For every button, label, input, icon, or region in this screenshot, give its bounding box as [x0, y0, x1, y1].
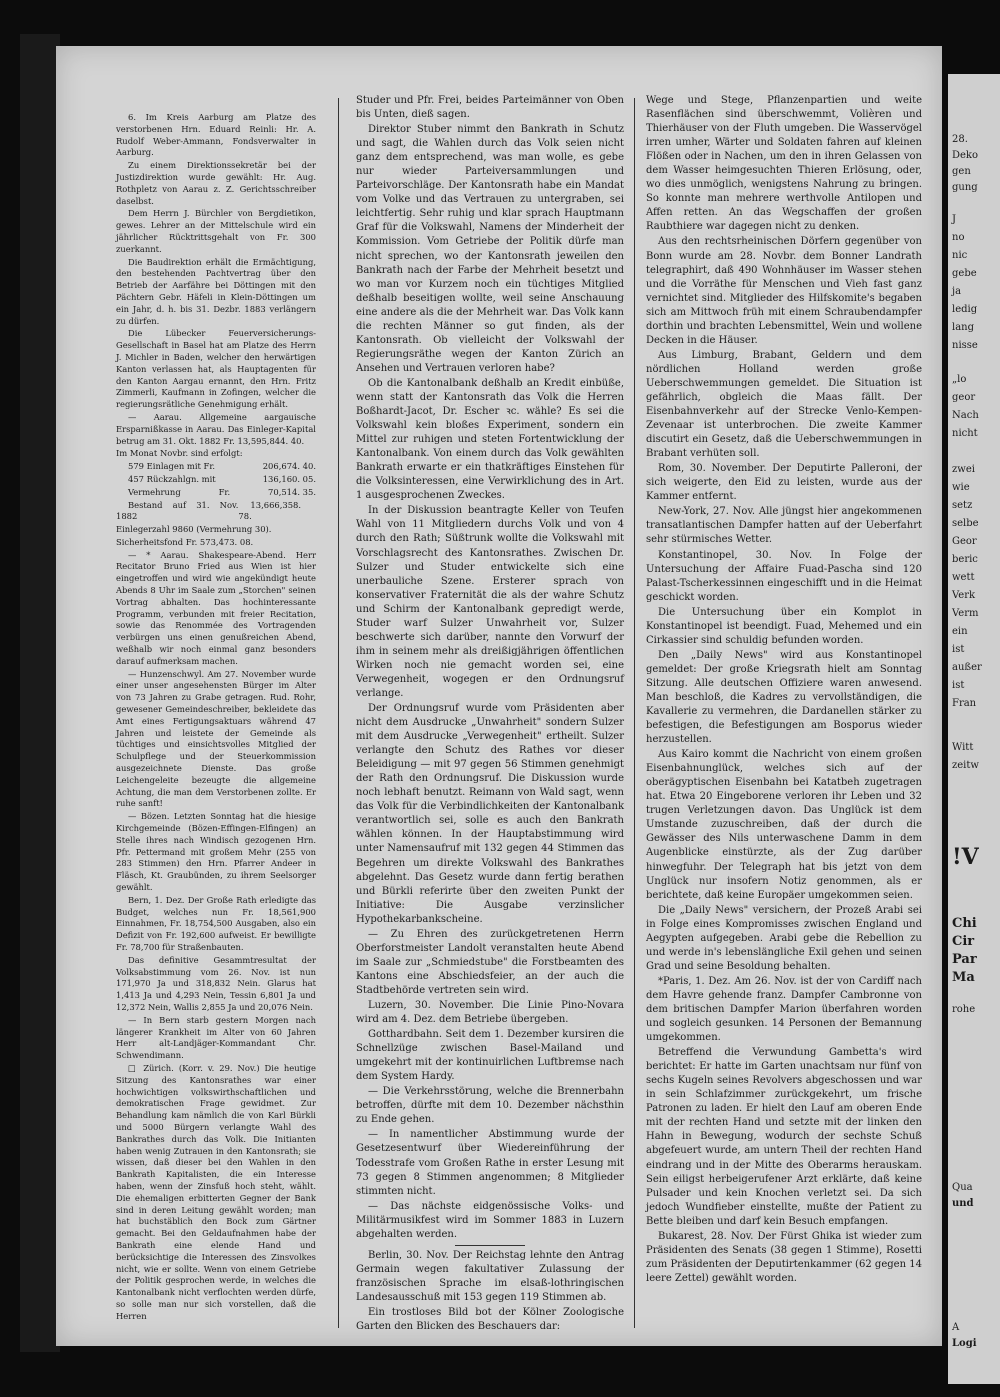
article-paragraph: — Das nächste eidgenössische Volks- und Militärmusikfest wird im Sommer 1883 in Luzern abgehalten werden. [356, 1200, 624, 1240]
fragment-text: nicht [952, 428, 978, 439]
article-paragraph: — Hunzenschwyl. Am 27. November wurde einer unser angesehensten Bürger im Alter von 73 Jahren zu Grabe getragen. Rud. Rohr, gewesener Gemeindeschreiber, bekleidete das Amt eines Fertigungsaktuars während 47 Jahren und leistete der Gemeinde als tüchtiges und einsichtsvolles Mitglied der Schulpflege und der Steuerkommission ausgezeichnete Dienste. Das große Leichengeleite bezeugte die allgemeine Achtung, die man dem Verstorbenen zollte. Er ruhe sanft! [116, 668, 316, 809]
fragment-text: außer [952, 662, 982, 673]
newspaper-page [56, 46, 942, 1346]
table-value: 70,514. 35. [268, 486, 316, 497]
article-paragraph: — Die Verkehrsstörung, welche die Brennerbahn betroffen, dürfte mit dem 10. Dezember nächsthin zu Ende gehen. [356, 1086, 624, 1126]
fragment-text: Ma [952, 970, 975, 985]
savings-table-row [116, 461, 316, 473]
fragment-text: Chi [952, 916, 977, 931]
article-paragraph: Wege und Stege, Pflanzenpartien und weite Rasenflächen sind überschwemmt, Volièren und Thierhäuser von der Fluth umgeben. Die Wasservögel irren umher, Wärter und Soldaten fahren auf kleinen Flößen oder in Nachen, um den in ihren Gelassen von dem Wasser heimgesuchten Thieren Erlösung, oder, wo dies unmöglich, wenigstens Nahrung zu bringen. So konnte man mehrere werthvolle Antilopen und Affen retten. An das Wegschaffen der großen Raubthiere war dagegen nicht zu denken. [646, 95, 922, 233]
article-paragraph: — In namentlicher Abstimmung wurde der Gesetzesentwurf über Wiedereinführung der Todesstrafe vom Großen Rathe in erster Lesung mit 73 gegen 8 Stimmen angenommen; 8 Mitglieder stimmten nicht. [356, 1129, 624, 1197]
article-paragraph: Aus Kairo kommt die Nachricht von einem großen Eisenbahnunglück, welches sich auf der oberägyptischen Eisenbahn bei Katatbeh zugetragen hat. Etwa 20 Eingeborene verloren ihr Leben und 32 trugen Verletzungen davon. Das Unglück ist dem Umstande zuzuschreiben, daß der durch die Gewässer des Nils unterwaschene Damm in dem Augenblicke einstürzte, als der Zug darüber hinwegfuhr. Der Telegraph hat bis jetzt von dem Unglück nur insofern Notiz genommen, als er berichtete, daß keine Europäer umgekommen seien. [646, 749, 922, 901]
fragment-text: Witt [952, 742, 974, 753]
table-label: 579 Einlagen mit Fr. [128, 461, 216, 472]
fragment-text: Qua [952, 1182, 973, 1193]
article-paragraph: Dem Herrn J. Bürchler von Bergdietikon, gewes. Lehrer an der Mittelschule wird ein jährlicher Rücktrittsgehalt von Fr. 300 zuerkannt. [116, 208, 316, 254]
fragment-text: Fran [952, 698, 977, 709]
table-label: Vermehrung [128, 486, 181, 497]
article-paragraph: Gotthardbahn. Seit dem 1. Dezember kursiren die Schnellzüge zwischen Basel-Mailand und umgekehrt mit der kontinuirlichen Luftbremse nach dem System Hardy. [356, 1029, 624, 1083]
article-paragraph: Die „Daily News" versichern, der Prozeß Arabi sei in Folge eines Kompromisses zwischen England und Aegypten aufgegeben. Arabi gebe die Rebellion zu und werde in's lebenslängliche Exil gehen und seinen Grad und seine Besoldung behalten. [646, 904, 922, 972]
article-paragraph: — Bözen. Letzten Sonntag hat die hiesige Kirchgemeinde (Bözen-Effingen-Elfingen) an Stelle ihres nach Windisch gezogenen Hrn. Pfr. Pettermand mit großem Mehr (255 von 283 Stimmen) den Hrn. Pfarrer Andeer in Fläsch, Kt. Graubünden, zu ihrem Seelsorger gewählt. [116, 811, 316, 892]
adjacent-page-fragment [948, 74, 1000, 1384]
article-paragraph: Sicherheitsfond Fr. 573,473. 08. [116, 536, 254, 547]
fragment-text: Verm [952, 608, 979, 619]
article-paragraph: Ob die Kantonalbank deßhalb an Kredit einbüße, wenn statt der Kantonsrath das Volk die Herren Boßhardt-Jacot, Dr. Escher ꝛc. wähle? Es sei die Volkswahl kein bloßes Experiment, sondern ein Mittel zur ruhigen und steten Fortentwicklung der Kantonalbank. Von einem durch das Volk gewählten Bankrath erwarte er ein thatkräftiges Einstehen für die Volksinteressen, eine Verwirklichung des in Art. 1 ausgesprochenen Zweckes. [356, 377, 624, 502]
fragment-text: gebe [952, 268, 977, 279]
article-paragraph: Studer und Pfr. Frei, beides Parteimänner von Oben bis Unten, dieß sagen. [356, 95, 624, 121]
savings-table-row [116, 487, 316, 499]
fragment-text: selbe [952, 518, 979, 529]
article-paragraph: — Zu Ehren des zurückgetretenen Herrn Oberforstmeister Landolt veranstalten heute Abend im Saale zur „Schmiedstube" die Forstbeamten des Kantons eine Abschiedsfeier, an der auch die Stadtbehörde vertreten sein wird. [356, 928, 624, 996]
column-1 [116, 112, 316, 1323]
table-label: 457 Rückzahlgn. mit [128, 473, 216, 484]
article-paragraph: Einlegerzahl 9860 (Vermehrung 30). [116, 524, 272, 535]
article-paragraph: — Aarau. Allgemeine aargauische Ersparnißkasse in Aarau. Das Einleger-Kapital betrug am 31. Okt. 1882 Fr. 13,595,844. 40. [116, 411, 316, 446]
fragment-text: „lo [952, 374, 967, 385]
fragment-text: Verk [952, 590, 976, 601]
fragment-text: Geor [952, 536, 977, 547]
fragment-text: nic [952, 250, 968, 261]
article-paragraph: Der Ordnungsruf wurde vom Präsidenten aber nicht dem Ausdrucke „Unwahrheit" sondern Sulzer mit dem Ausdrucke „Verwegenheit" ertheilt. Sulzer verlangte den Schutz des Rathes vor dieser Beleidigung — mit 97 gegen 56 Stimmen genehmigt der Rath den Ordnungsruf. Die Diskussion wurde noch lebhaft benutzt. Reimann von Wald sagt, wenn das Volk für die Verbindlichkeiten der Kantonalbank verantwortlich sei, solle es auch den Bankrath wählen können. In der Hauptabstimmung wird unter Namensaufruf mit 132 gegen 44 Stimmen das Begehren um direkte Volkswahl des Bankrathes abgelehnt. Das Gesetz wurde dann fertig berathen und Bürkli referirte über den zweiten Punkt der Initiative: Die Ausgabe verzinslicher Hypothekarbankscheine. [356, 703, 624, 925]
section-divider [455, 1245, 525, 1246]
fragment-text: !V [952, 844, 979, 870]
article-paragraph: In der Diskussion beantragte Keller von Teufen Wahl von 11 Mitgliedern durchs Volk und von 4 durch den Rath; Süßtrunk wollte die Volkswahl mit Vorschlagsrecht des Kantonsrathes. Zwischen Dr. Sulzer und Studer entwickelte sich eine unerbauliche Szene. Ersterer sprach von konservativer Fraternität die als der wahre Schutz und Schirm der Kantonalbank gepredigt werde, Studer warf Sulzer Unwahrheit vor, Sulzer beschwerte sich darüber, nannte den Vorwurf der ihm in seinem mehr als dreißigjährigen öffentlichen Wirken noch nie gemacht worden sei, eine Verwegenheit, wogegen er den Ordnungsruf verlange. [356, 505, 624, 699]
fragment-text: rohe [952, 1004, 976, 1015]
fragment-text: ja [952, 286, 962, 297]
article-paragraph: Bukarest, 28. Nov. Der Fürst Ghika ist wieder zum Präsidenten des Senats (38 gegen 1 Stimme), Rosetti zum Präsidenten der Deputirtenkammer (62 gegen 14 leere Zettel) gewählt worden. [646, 1230, 922, 1284]
table-label: Bestand auf 31. Nov. 1882 [116, 499, 239, 522]
fragment-text: beric [952, 554, 978, 565]
article-paragraph: Aus den rechtsrheinischen Dörfern gegenüber von Bonn wurde am 28. Novbr. dem Bonner Landrath telegraphirt, daß 490 Wohnhäuser im Wasser stehen und die Vorräthe für Menschen und Vieh fast ganz vernichtet sind. Mitglieder des Hilfskomite's begaben sich am Mittwoch früh mit einem Schraubendampfer dorthin und brachten Lebensmittel, Wein und wollene Decken in die Häuser. [646, 236, 922, 346]
fragment-text: A [952, 1322, 960, 1333]
fragment-text: nisse [952, 340, 978, 351]
column-rule [338, 98, 339, 1328]
fragment-text: ledig [952, 304, 978, 315]
article-paragraph: Die Lübecker Feuerversicherungs-Gesellschaft in Basel hat am Platze des Herrn J. Michler in Baden, welcher den herwärtigen Kanton verlassen hat, als Hauptagenten für den Kanton Aargau ernannt, den Hrn. Fritz Zimmerli, Kaufmann in Zofingen, welcher die regierungsrätliche Genehmigung erhält. [116, 328, 316, 410]
column-3 [646, 94, 922, 1287]
fragment-text: wett [952, 572, 975, 583]
fragment-text: no [952, 232, 965, 243]
table-value: 136,160. 05. [262, 473, 316, 484]
article-paragraph: Konstantinopel, 30. Nov. In Folge der Untersuchung der Affaire Fuad-Pascha sind 120 Palast-Tscherkessinnen eingeschifft und in die Heimat geschickt worden. [646, 549, 922, 603]
fragment-text: Deko [952, 150, 979, 161]
article-paragraph: New-York, 27. Nov. Alle jüngst hier angekommenen transatlantischen Dampfer hatten auf der Ueberfahrt sehr stürmisches Wetter. [646, 506, 922, 546]
article-paragraph: Zu einem Direktionssekretär bei der Justizdirektion wurde gewählt: Hr. Aug. Rothpletz von Aarau z. Z. Gerichtsschreiber daselbst. [116, 160, 316, 206]
fragment-text: zeitw [952, 760, 979, 771]
fragment-text: Par [952, 952, 977, 967]
article-paragraph: — In Bern starb gestern Morgen nach längerer Krankheit im Alter von 60 Jahren Herr alt-Landjäger-Kommandant Chr. Schwendimann. [116, 1014, 316, 1061]
fragment-text: geor [952, 392, 976, 403]
article-paragraph: *Paris, 1. Dez. Am 26. Nov. ist der von Cardiff nach dem Havre gehende franz. Dampfer Cambronne von dem britischen Dampfer Marion überfahren worden und sogleich gesunken. 14 Personen der Bemannung umgekommen. [646, 975, 922, 1044]
article-paragraph: 6. Im Kreis Aarburg am Platze des verstorbenen Hrn. Eduard Reinli: Hr. A. Rudolf Weber-Ammann, Fondsverwalter in Aarburg. [116, 112, 316, 158]
article-paragraph: Die Baudirektion erhält die Ermächtigung, den bestehenden Pachtvertrag über den Betrieb der Aarfähre bei Döttingen mit den Pächtern Gebr. Häfeli in Klein-Döttingen um ein Jahr, d. h. bis 31. Dezbr. 1883 verlängern zu dürfen. [116, 256, 316, 326]
fragment-text: J [952, 214, 957, 225]
article-paragraph: Die Untersuchung über ein Komplot in Konstantinopel ist beendigt. Fuad, Mehemed und ein Cirkassier sind schuldig befunden worden. [646, 606, 922, 646]
savings-table-row [116, 474, 316, 486]
fragment-text: 28. [952, 134, 968, 145]
article-paragraph: Im Monat Novbr. sind erfolgt: [116, 448, 243, 459]
fragment-text: zwei [952, 464, 975, 475]
article-paragraph: Bern, 1. Dez. Der Große Rath erledigte das Budget, welches nun Fr. 18,561,900 Einnahmen, Fr. 18,754,500 Ausgaben, also ein Defizit von Fr. 192,600 aufweist. Er bewilligte Fr. 78,700 für Straßenbauten. [116, 894, 316, 952]
fragment-text: gen [952, 166, 971, 177]
article-paragraph: Direktor Stuber nimmt den Bankrath in Schutz und sagt, die Wahlen durch das Volk seien nicht ganz dem entsprechend, was man wolle, es gebe nur wieder Parteiversammlungen und Parteivorschläge. Der Kantonsrath habe ein Mandat vom Volke und das Vertrauen zu untergraben, sei leichtfertig. Sehr ruhig und klar sprach Hauptmann Graf für die Volkswahl, Namens der Minderheit der Kommission. Vom Getriebe der Politik dürfe man nicht sprechen, wo der Kantonsrath jeweilen den Bankrath nach der Farbe der Mehrheit besetzt und wo man vor Kurzem noch ein tüchtiges Mitglied deßhalb beseitigen wollte, weil seine Anschauung eine andere als die der Mehrheit war. Das Volk kann die rechten Männer so gut finden, als der Kantonsrath. Ob vielleicht der Volkswahl der Regierungsräthe wegen der Kanton Zürich an Ansehen und Vertrauen verloren habe? [356, 124, 624, 374]
savings-table-row [116, 500, 316, 524]
table-currency: Fr. [218, 486, 231, 497]
article-paragraph: Aus Limburg, Brabant, Geldern und dem nördlichen Holland werden große Ueberschwemmungen gemeldet. Die Situation ist gefährlich, obgleich die Maas fällt. Der Eisenbahnverkehr auf der Strecke Venlo-Kempen-Zevenaar ist unterbrochen. Die zweite Kammer discutirt ein Gesetz, daß die Ueberschwemmungen in Brabant verhüten soll. [646, 349, 922, 460]
article-paragraph: Ein trostloses Bild bot der Kölner Zoologische Garten den Blicken des Beschauers dar: [356, 1306, 624, 1333]
table-value: 206,674. 40. [262, 461, 316, 472]
fragment-text: ist [952, 644, 965, 655]
article-paragraph: Den „Daily News" wird aus Konstantinopel gemeldet: Der große Kriegsrath hielt am Sonntag Sitzung. Alle deutschen Offiziere waren anwesend. Man beschloß, die Kadres zu vervollständigen, die Kavallerie zu vermehren, die Dardanellen stärker zu befestigen, die Befestigungen am Bosporus wieder herzustellen. [646, 649, 922, 746]
article-paragraph: Berlin, 30. Nov. Der Reichstag lehnte den Antrag Germain wegen fakultativer Zulassung der französischen Sprache im elsaß-lothringischen Landesausschuß mit 153 gegen 119 Stimmen ab. [356, 1249, 624, 1303]
column-rule [634, 98, 635, 1328]
article-paragraph: Betreffend die Verwundung Gambetta's wird berichtet: Er hatte im Garten unachtsam nur fünf von sechs Kugeln seines Revolvers abgeschossen und war in sein Schlafzimmer zurückgekehrt, um frische Patronen zu laden. Er hielt den Lauf am oberen Ende mit der rechten Hand und setzte mit der linken den Hahn in Bewegung, wodurch der sechste Schuß abgefeuert wurde, am untern Theil der rechten Hand eindrang und in der Mitte des Oberarms herauskam. Sein eiligst herbeigerufener Arzt erklärte, daß keine Pulsader und kein Knochen verletzt sei. Da sich jedoch Wundfieber einstellte, mußte der Patient zu Bette bleiben und darf kein Besuch empfangen. [646, 1047, 922, 1227]
article-paragraph: □ Zürich. (Korr. v. 29. Nov.) Die heutige Sitzung des Kantonsrathes war einer hochwichtigen volkswirthschaftlichen und demokratischen Frage gewidmet. Zur Behandlung kam nämlich die von Karl Bürkli und 5000 Bürgern verlangte Wahl des Bankrathes durch das Volk. Die Initianten haben wenig Zutrauen in den Kantonsrath; sie wissen, daß dieser bei den Wahlen in den Bankrath Kapitalisten, die ein Interesse haben, wenn der Zinsfuß hoch steht, wählt. Die ehemaligen erbitterten Gegner der Bank sind in deren Leitung gewählt worden; man hat buchstäblich den Bock zum Gärtner gemacht. Bei den Geldaufnahmen habe der Bankrath eine elende Hand und berücksichtige die Interessen des Zinsvolkes nicht, wie er sollte. Wenn von einem Getriebe der Politik gesprochen werde, in welches die Kantonalbank nicht verflochten werden dürfe, so solle man nur sich vorstellen, daß die Herren [116, 1062, 316, 1321]
fragment-text: und [952, 1198, 974, 1209]
fragment-text: ist [952, 680, 965, 691]
fragment-text: setz [952, 500, 973, 511]
fragment-text: Cir [952, 934, 975, 949]
column-2 [356, 94, 624, 1335]
table-value: 13,666,358. 78. [238, 499, 302, 522]
article-paragraph: Das definitive Gesammtresultat der Volksabstimmung vom 26. Nov. ist nun 171,970 Ja und 318,832 Nein. Glarus hat 1,413 Ja und 4,293 Nein, Tessin 6,801 Ja und 12,372 Nein, Wallis 2,855 Ja und 20,076 Nein. [116, 954, 316, 1012]
article-paragraph: — * Aarau. Shakespeare-Abend. Herr Recitator Bruno Fried aus Wien ist hier eingetroffen und wird wie angekündigt heute Abends 8 Uhr im Saale zum „Storchen" seinen Vortrag abhalten. Das hochinteressante Programm, verbunden mit freier Recitation, sowie das Renommée des Vortragenden verbürgen uns einen genußreichen Abend, weßhalb wir noch einmal ganz besonders darauf aufmerksam machen. [116, 549, 316, 666]
fragment-text: wie [952, 482, 970, 493]
fragment-text: Nach [952, 410, 979, 421]
fragment-text: ein [952, 626, 968, 637]
binding-edge [20, 34, 60, 1352]
fragment-text: Logi [952, 1338, 977, 1349]
fragment-text: gung [952, 182, 978, 193]
article-paragraph: Luzern, 30. November. Die Linie Pino-Novara wird am 4. Dez. dem Betriebe übergeben. [356, 1000, 624, 1026]
fragment-text: lang [952, 322, 975, 333]
article-paragraph: Rom, 30. November. Der Deputirte Palleroni, der sich weigerte, den Eid zu leisten, wurde aus der Kammer entfernt. [646, 463, 922, 503]
